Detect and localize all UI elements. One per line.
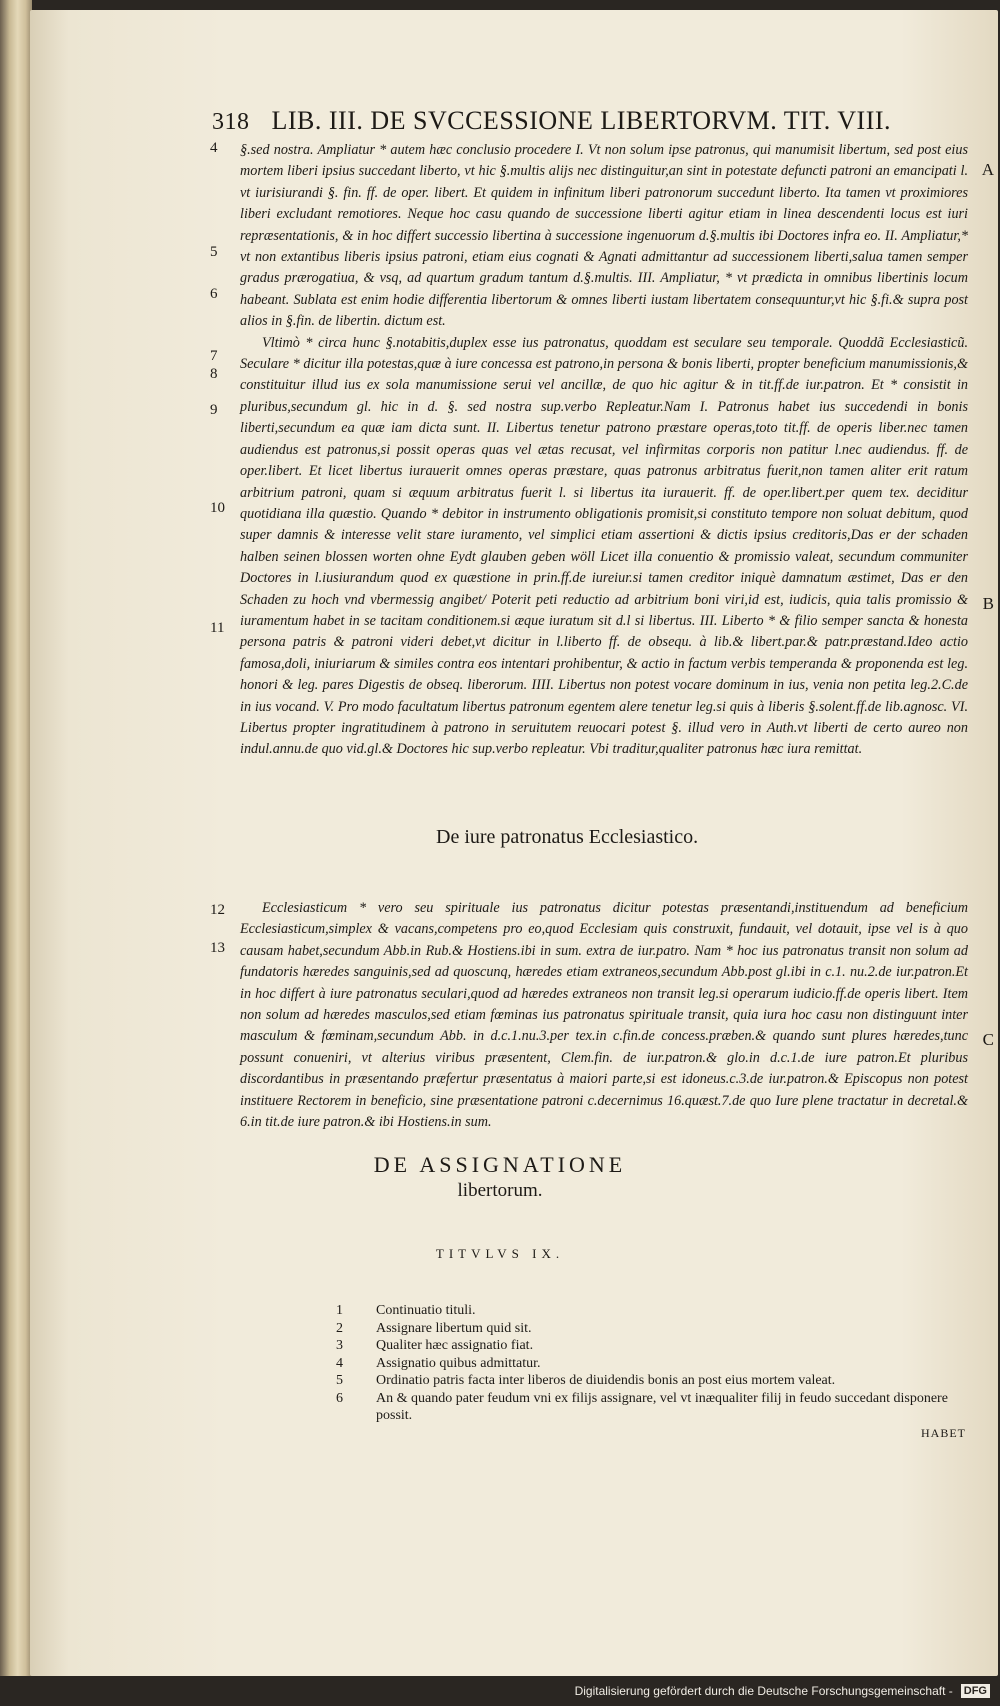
- page-number: 318: [212, 109, 250, 135]
- ecclesiastical-text: [240, 898, 968, 1133]
- margin-number: 13: [210, 940, 225, 956]
- margin-number: 10: [210, 500, 225, 516]
- list-item: 4 Assignatio quibus admittatur.: [336, 1355, 541, 1371]
- footer-text: Digitalisierung gefördert durch die Deutsche Forschungsgemeinschaft -: [574, 1684, 953, 1698]
- list-item: 3 Qualiter hæc assignatio fiat.: [336, 1338, 534, 1353]
- book-edge: [0, 0, 32, 1706]
- margin-number: 4: [210, 140, 218, 156]
- summary-list: [336, 1302, 956, 1425]
- section-subheading: De iure patronatus Ecclesiastico.: [436, 826, 699, 848]
- catchword: HABET: [921, 1426, 966, 1440]
- margin-number: 6: [210, 286, 218, 302]
- title-subheading: libertorum.: [457, 1180, 543, 1201]
- list-item: 1 Continuatio tituli.: [336, 1303, 476, 1318]
- main-text: [240, 140, 968, 761]
- paragraph: Ecclesiasticum * vero seu spirituale ius patronatus dicitur potestas præsentandi,instituendum ad beneficium Ecclesiasticum,simplex & vacans,competens pro eo,quod Ecclesiam quis construxit, fundauit, vel dotauit, ipse vel is à quo causam habet,secundum Abb.in Rub.& Hostiens.ibi in sum. extra de iur.patro. Nam * hoc ius patronatus transit non solum ad fundatoris hæredes sanguinis,sed ad quoscunq, hæredes etiam extraneos,secundum Abb.post gl.ibi in c.1. nu.2.de iur.patron.Et in hoc differt à iure patronatus seculari,quod ad hæredes extraneos non transit leg.si operarum iudicio.ff.de operis libert. Item non solum ad hæredes masculos,sed etiam fœminas ius patronatus spirituale transit, quia iura hoc casu non distinguunt inter masculum & fœminam,secundum Abb. in d.c.1.nu.3.per tex.in c.fin.de concess.præben.& quando sunt plures hæredes,tunc possunt conueniri, vt alterius viribus præsentent, Clem.fin. de iur.patron.& glo.in d.c.1.de iure patron.Et pluribus discordantibus in præsentando præfertur præsentatus à maiori parte,si est idoneus.c.3.de iur.patron.& Episcopus non potest instituere Rectorem in beneficio, sine præsentatione patroni c.decernimus 16.quæst.7.de quo Iure plene tractatur in decretal.& 6.in tit.de iure patron.& ibi Hostiens.in sum.: [240, 900, 968, 1131]
- margin-number: 9: [210, 402, 218, 418]
- dfg-logo: DFG: [961, 1684, 990, 1698]
- digitization-footer: [0, 1676, 1000, 1706]
- list-item: 2 Assignare libertum quid sit.: [336, 1320, 532, 1336]
- paragraph: Vltimò * circa hunc §.notabitis,duplex esse ius patronatus, quoddam est seculare seu temporale. Quoddã Ecclesiasticũ. Seculare * dicitur illa potestas,quæ à iure concessa est patrono,in persona & bonis liberti, propter beneficium manumissionis,& constituitur illud ius ex sola manumissione serui vel ancillæ, de quo hic agitur & in tit.ff.de iur.patron. Et * consistit in pluribus,secundum gl. hic in d. §. sed nostra sup.verbo Repleatur.Nam I. Patronus habet ius succedendi in bonis liberti,secundum ea quæ iam dicta sunt. II. Libertus tenetur patrono præstare operas,toto tit.ff. de operis liber.nec tamen audiendus est patronus,si possit operas quas vel ætas recusat, vel infirmitas corporis non patitur l.nec audiendus. ff. de oper.libert. Et licet libertus iurauerit omnes operas præstare, quas patronus arbitratus fuerit,non tamen aliter erit ratum arbitrium patroni, quam si æquum arbitratus fuerit l. si libertus ita iurauerit. ff. de oper.libert.per quem tex. deciditur quotidiana illa quæstio. Quando * debitor in instrumento obligationis promisit,si constituto tempore non soluat debitum, quod super damnis & interesse velit stare iuramento, vel simplici etiam assertioni & dictis ipsius creditoris,Das er der schaden halben seinen blossen worten ohne Eydt glauben geben wöll Licet illa conuentio & promissio valeat, secundum communiter Doctores in l.iusiurandum quod ex quæstione in prin.ff.de iureiur.si tamen creditor iniquè damnatum æstimet, Das er den Schaden zu hoch vnd vbermessig angibet/ Poterit peti reductio ad arbitrium boni viri,id est, iudicis, quia talis promissio & iuramentum habet in se tacitam conditionem.si æque iuratum sit d.l si libertus. III. Liberto * & filio semper sancta & honesta persona patris & patroni videri debet,vt dicitur in l.liberto ff. de obsequ. à lib.& libert.par.& patr.præstand.Ideo actio famosa,doli, iniuriarum & similes contra eos intentari prohibentur, & actio in factum verbis temperanda & proponenda est leg. honori & leg. pares Digestis de obseq. liberorum. IIII. Libertus non potest vocare dominum in ius, venia non petita leg.2.C.de in ius vocand. V. Pro modo facultatum libertus patronum egentem alere tenetur leg.si quis à liberis §.solent.ff.de lib.agnosc. VI. Libertus propter ingratitudinem à patrono in seruitutem reuocari potest §. illud vero in Auth.vt liberti de certo aureo non indul.annu.de quo vid.gl.& Doctores hic sup.verbo repleatur. Vbi traditur,qualiter patronus hæc iura remittat.: [240, 334, 968, 758]
- margin-number: 8: [210, 366, 218, 382]
- margin-letter-c: C: [982, 1030, 994, 1049]
- list-item: 5 Ordinatio patris facta inter liberos de diuidendis bonis an post eius mortem valeat.: [336, 1373, 836, 1388]
- margin-number: 7: [210, 348, 218, 364]
- margin-letter-b: B: [982, 594, 994, 613]
- titulus-heading: TITVLVS IX.: [435, 1246, 565, 1261]
- list-item: 6 An & quando pater feudum vni ex filijs assignare, vel vt inæqualiter filij in feudo succedant disponere possit.: [336, 1390, 948, 1423]
- margin-number: 11: [210, 620, 225, 636]
- margin-letter-a: A: [981, 160, 994, 179]
- margin-number: 5: [210, 244, 218, 260]
- running-title: LIB. III. DE SVCCESSIONE LIBERTORVM. TIT. VIII.: [271, 106, 892, 135]
- running-header: [212, 106, 912, 136]
- title-heading: DE ASSIGNATIONE: [373, 1152, 627, 1177]
- margin-number: 12: [210, 902, 225, 918]
- paragraph: §.sed nostra. Ampliatur * autem hæc conclusio procedere I. Vt non solum ipse patronus, qui manumisit libertum, sed post eius mortem liberi ipsius succedant liberto, vt hic §.multis alijs nec distinguitur,an sint in potestate defuncti patroni an emancipati l. vt iurisiurandi §. fin. ff. de oper. libert. Et quidem in infinitum liberi patronorum succedunt liberto. Ita tamen vt proximiores liberi excludant remotiores. Neque hoc casu quando de successione liberti agitur etiam in linea descendenti locus est iuri repræsentationis, & in hoc differt successio libertina à successione ingenuorum d.§.multis ibi Doctores infra eo. II. Ampliatur,* vt non extantibus liberis ipsius patroni, etiam eius cognati & Agnati admittantur ad successionem liberti,salua tamen semper gradus prærogatiua, & vsq, ad quartum gradum tantum d.§.multis. III. Ampliatur, * vt prædicta in omnibus libertinis locum habeant. Sublata est enim hodie differentia libertorum & omnes liberti iustam libertatem consequuntur,vt hic §.fi.& supra post alios in §.fin. de libertin. dictum est.: [240, 142, 968, 330]
